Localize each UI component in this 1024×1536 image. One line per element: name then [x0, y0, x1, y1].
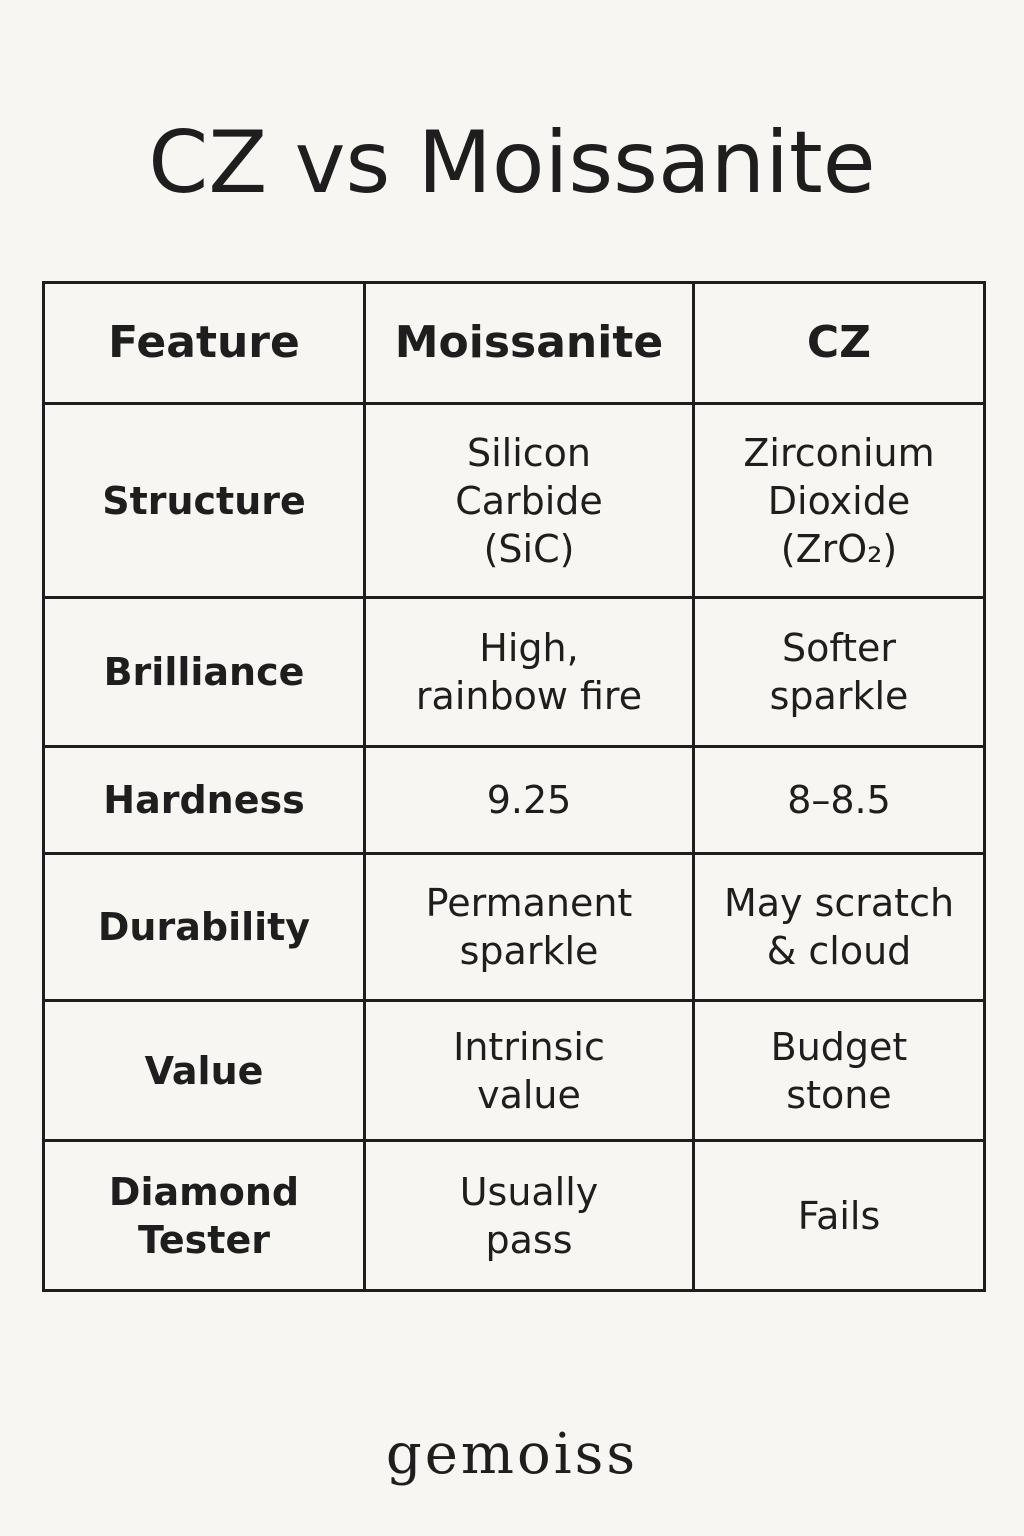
- cz-cell: [694, 404, 985, 598]
- cz-value: Softer sparkle: [769, 626, 909, 718]
- header-feature: Feature: [44, 283, 365, 404]
- table-row: [44, 1001, 985, 1141]
- cz-cell: Fails: [694, 1141, 985, 1291]
- moissanite-value: Permanent sparkle: [425, 881, 633, 973]
- feature-cell: [44, 1141, 365, 1291]
- table-row: [44, 404, 985, 598]
- moissanite-value: Intrinsic value: [453, 1024, 605, 1117]
- cz-value: Budget stone: [770, 1024, 908, 1117]
- brand-logo-text: gemoiss: [385, 1422, 639, 1487]
- moissanite-cell: [365, 598, 694, 747]
- cz-value: May scratch & cloud: [723, 881, 955, 973]
- moissanite-cell: [365, 854, 694, 1001]
- cz-cell: 8–8.5: [694, 747, 985, 854]
- moissanite-value: Silicon Carbide (SiC): [455, 430, 603, 571]
- feature-value: Diamond Tester: [108, 1169, 300, 1262]
- page-title: CZ vs Moissanite: [148, 113, 876, 213]
- header-cz: CZ: [694, 283, 985, 404]
- table-row: [44, 747, 985, 854]
- moissanite-cell: [365, 404, 694, 598]
- table-row: [44, 598, 985, 747]
- cz-cell: [694, 598, 985, 747]
- cz-cell: [694, 854, 985, 1001]
- header-row: [44, 283, 985, 404]
- cz-value: Zirconium Dioxide (ZrO₂): [743, 430, 935, 571]
- moissanite-cell: [365, 1001, 694, 1141]
- feature-cell: Value: [44, 1001, 365, 1141]
- feature-cell: Durability: [44, 854, 365, 1001]
- moissanite-value: High, rainbow fire: [415, 626, 643, 718]
- feature-cell: Structure: [44, 404, 365, 598]
- moissanite-cell: 9.25: [365, 747, 694, 854]
- table-row: [44, 854, 985, 1001]
- header-moissanite: Moissanite: [365, 283, 694, 404]
- moissanite-cell: [365, 1141, 694, 1291]
- comparison-table: [42, 281, 986, 1292]
- cz-cell: [694, 1001, 985, 1141]
- moissanite-value: Usually pass: [459, 1169, 599, 1262]
- table-row: [44, 1141, 985, 1291]
- feature-cell: Brilliance: [44, 598, 365, 747]
- feature-cell: Hardness: [44, 747, 365, 854]
